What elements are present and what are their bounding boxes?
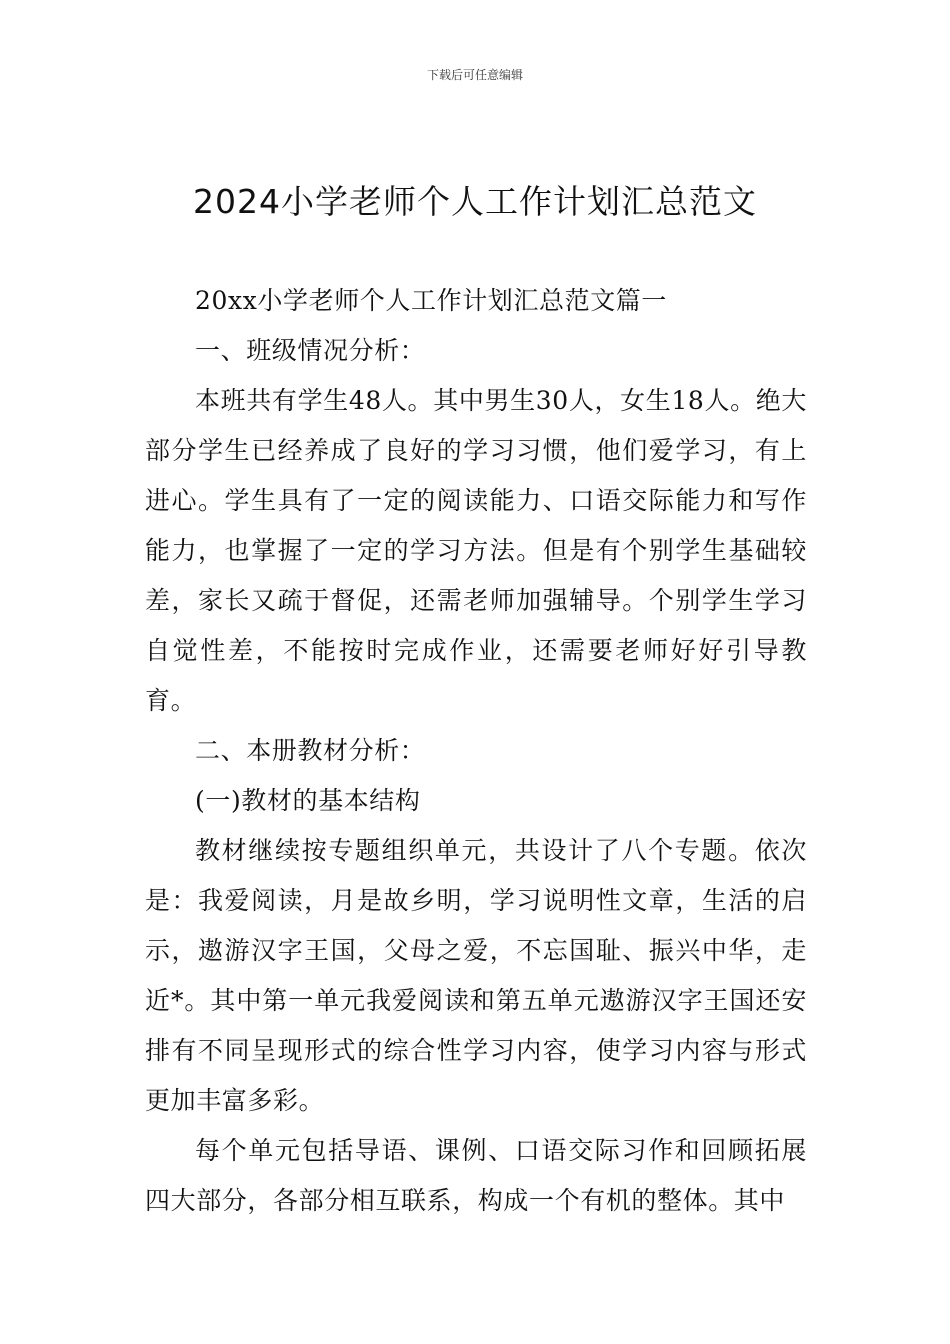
- header-note: 下载后可任意编辑: [426, 68, 523, 82]
- paragraph: 本班共有学生48人。其中男生30人，女生18人。绝大部分学生已经养成了良好的学习习惯，他们爱学习，有上进心。学生具有了一定的阅读能力、口语交际能力和写作能力，也掌握了一定的学习方法。但是有个别学生基础较差，家长又疏于督促，还需老师加强辅导。个别学生学习自觉性差，不能按时完成作业，还需要老师好好引导教育。: [145, 386, 807, 715]
- subheading: 一、班级情况分析：: [195, 336, 426, 365]
- subheading: 二、本册教材分析：: [195, 736, 426, 765]
- document-title: 2024小学老师个人工作计划汇总范文: [193, 182, 757, 221]
- subheading: (一)教材的基本结构: [195, 786, 421, 815]
- paragraph: 教材继续按专题组织单元，共设计了八个专题。依次是：我爱阅读，月是故乡明，学习说明性文章，生活的启示，遨游汉字王国，父母之爱，不忘国耻、振兴中华，走近*。其中第一单元我爱阅读和第五单元遨游汉字王国还安排有不同呈现形式的综合性学习内容，使学习内容与形式更加丰富多彩。: [145, 836, 807, 1115]
- paragraph: 每个单元包括导语、课例、口语交际习作和回顾拓展四大部分，各部分相互联系，构成一个有机的整体。其中: [145, 1136, 807, 1215]
- section-heading: 20xx小学老师个人工作计划汇总范文篇一: [195, 286, 668, 315]
- document-body: [145, 276, 807, 1226]
